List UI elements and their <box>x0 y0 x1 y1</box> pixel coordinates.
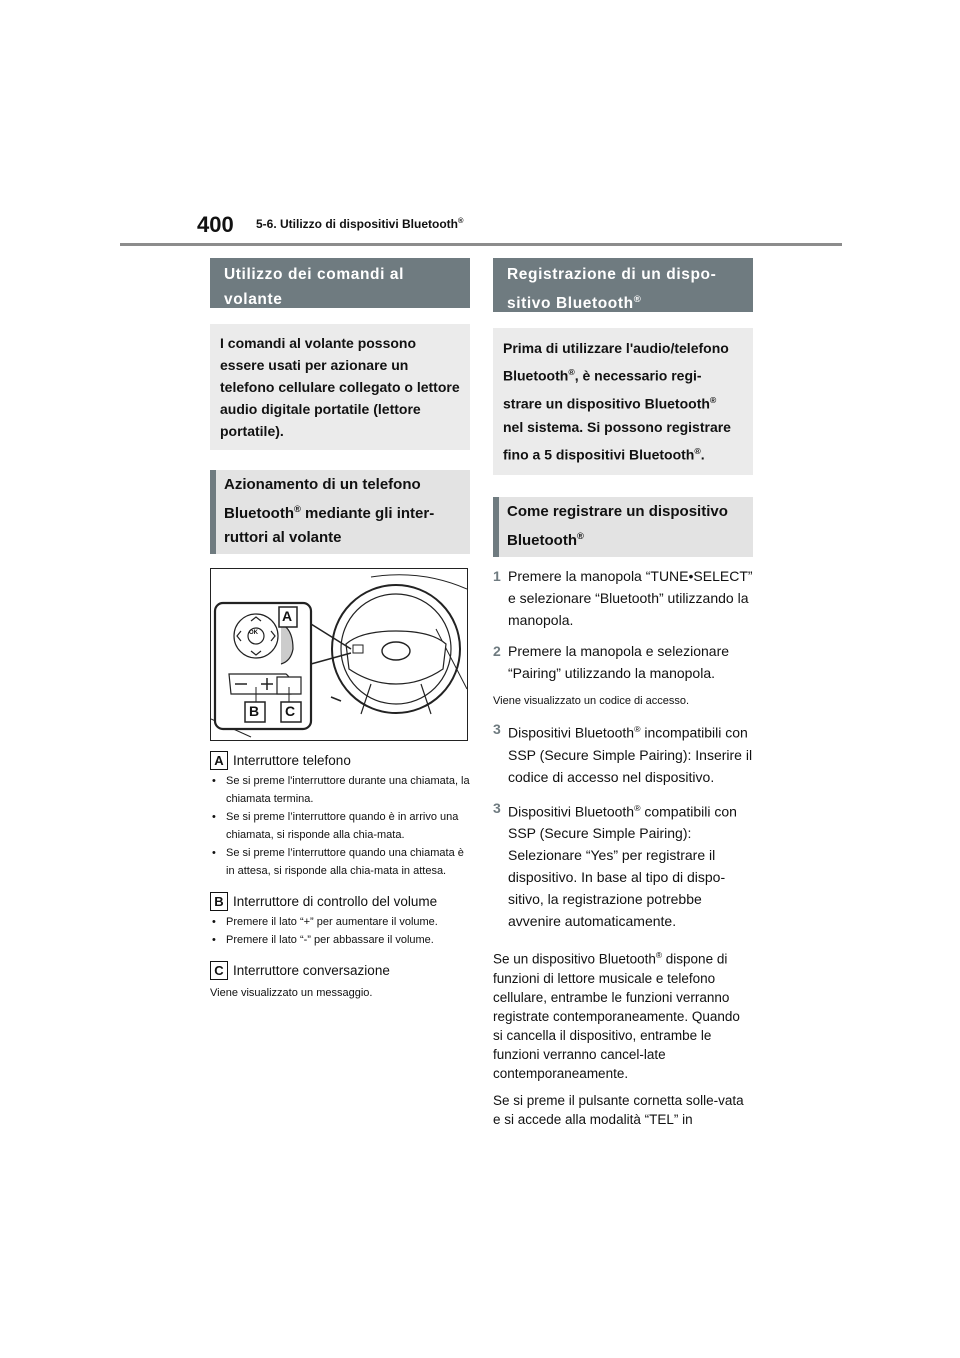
registered-mark: ® <box>634 723 641 734</box>
section-title-text: 5-6. Utilizzo di dispositivi Bluetooth <box>256 217 459 231</box>
step-number: 3 <box>493 799 501 816</box>
callout-b <box>210 892 470 949</box>
paragraph-2: Se si preme il pulsante cornetta solle-vata e si accede alla modalità “TEL” in <box>493 1092 744 1127</box>
sub-heading-line3: ruttori al volante <box>224 529 342 546</box>
steps <box>493 565 753 932</box>
header-rule <box>120 243 842 246</box>
intro-line4: nel sistema. Si possono registrare <box>503 419 731 436</box>
list-item: • Se si preme l’interruttore quando una chiamata è in attesa, si risponde alla chia-mata in attesa. <box>210 844 470 880</box>
registered-mark: ® <box>633 294 642 305</box>
figure-ok-label: OK <box>249 630 258 636</box>
left-sub-heading <box>210 470 470 554</box>
right-heading-line1: Registrazione di un dispo- <box>507 266 717 283</box>
callout-c-row <box>210 961 470 980</box>
callout-b-label: Interruttore di controllo del volume <box>233 894 438 909</box>
step-text-pre: Dispositivi Bluetooth <box>508 803 635 820</box>
step-item <box>493 640 753 684</box>
intro-line1: Prima di utilizzare l'audio/telefono <box>503 340 729 356</box>
registered-mark: ® <box>709 394 717 405</box>
callout-c-label: Interruttore conversazione <box>233 963 390 978</box>
intro-line2 <box>503 360 743 388</box>
step-number: 1 <box>493 567 501 584</box>
paragraph-1 <box>493 946 753 1083</box>
callout-c-note: Viene visualizzato un messaggio. <box>210 987 373 999</box>
step-text: Premere la manopola “TUNE•SELECT” e selezionare “Bluetooth” utilizzando la manopola. <box>508 567 753 628</box>
step-text-post: incompatibili con SSP (Secure Simple Pairing): Inserire il codice di accesso nel dispositivo. <box>508 724 753 785</box>
bt-word: Bluetooth <box>503 367 569 384</box>
callout-a-row <box>210 751 470 770</box>
intro-line5-text: fino a 5 dispositivi Bluetooth <box>503 446 695 463</box>
registered-mark: ® <box>293 504 301 514</box>
step-text-pre: Dispositivi Bluetooth <box>508 724 635 741</box>
registered-mark: ® <box>634 802 641 813</box>
step-text-post: compatibili con SSP (Secure Simple Pairing): Selezionare “Yes” per registrare il dispositivo. In base al tipo di dispo-sitivo, la registrazione potrebbe avvenire automaticamente. <box>508 803 737 930</box>
callout-letter-c: C <box>210 961 228 980</box>
list-item: • Premere il lato “-” per abbassare il volume. <box>210 931 470 949</box>
callout-letter-b: B <box>210 892 228 911</box>
right-heading-line2 <box>507 287 741 316</box>
figure-label-b: B <box>249 703 260 719</box>
step-item <box>493 718 753 788</box>
registered-mark: ® <box>694 446 701 457</box>
step-text <box>508 797 753 933</box>
step-item <box>493 565 753 631</box>
left-column <box>210 258 470 1002</box>
registered-mark: ® <box>655 950 663 961</box>
step-text <box>508 718 753 788</box>
sub-heading-line2-rest: mediante gli inter- <box>300 505 435 522</box>
step-number: 3 <box>493 720 501 737</box>
step-text: Premere la manopola e selezionare “Pairing” utilizzando la manopola. <box>508 642 730 681</box>
right-column <box>493 258 753 1129</box>
callout-a-bullets <box>210 772 470 880</box>
registered-mark: ® <box>568 367 575 377</box>
figure-label-a: A <box>282 608 293 624</box>
bt-word: sitivo Bluetooth <box>507 295 634 313</box>
list-item: • Se si preme l'interruttore durante una chiamata, la chiamata termina. <box>210 772 470 808</box>
para-pre: Se un dispositivo Bluetooth <box>493 951 656 967</box>
registered-mark: ® <box>458 216 464 225</box>
sub-heading-line2 <box>224 497 462 526</box>
steering-wheel-figure <box>210 568 468 741</box>
intro-line2-rest: , è necessario regi- <box>574 367 702 384</box>
callout-b-bullets <box>210 913 470 949</box>
step-note: Viene visualizzato un codice di accesso. <box>493 694 690 707</box>
step-item <box>493 797 753 933</box>
intro-line5 <box>503 439 743 467</box>
right-main-heading <box>493 258 753 312</box>
callout-a <box>210 751 470 880</box>
list-item: • Premere il lato “+” per aumentare il volume. <box>210 913 470 931</box>
callout-a-label: Interruttore telefono <box>233 753 351 768</box>
intro-line3 <box>503 388 743 416</box>
bt-word: Bluetooth <box>507 531 577 549</box>
step-number: 2 <box>493 642 501 659</box>
list-item: • Se si preme l’interruttore quando è in arrivo una chiamata, si risponde alla chia-mata. <box>210 808 470 844</box>
para-post: dispone di funzioni di lettore musicale e telefono cellulare, entrambe le funzioni verranno registrate contemporaneamente. Quando si cancella il dispositivo, entrambe le funzioni verranno cancel-late contemporaneamente. <box>493 951 740 1081</box>
bt-word: Bluetooth <box>224 505 294 522</box>
right-sub-line1: Come registrare un dispositivo <box>507 502 728 520</box>
page-number: 400 <box>197 212 234 237</box>
callout-b-row <box>210 892 470 911</box>
registered-mark: ® <box>576 530 584 541</box>
right-intro-box <box>493 328 753 475</box>
right-sub-line2 <box>507 524 745 553</box>
section-title <box>256 216 464 231</box>
left-intro-box: I comandi al volante possono essere usati per azionare un telefono cellulare collegato o lettore audio digitale portatile (lettore portatile). <box>210 324 470 450</box>
intro-line5-end: . <box>700 446 705 463</box>
intro-line3-text: strare un dispositivo Bluetooth <box>503 395 710 412</box>
sub-heading-line1: Azionamento di un telefono <box>224 476 421 493</box>
left-main-heading: Utilizzo dei comandi al volante <box>210 258 470 308</box>
callout-c <box>210 961 470 1002</box>
figure-label-c: C <box>285 703 296 719</box>
callout-letter-a: A <box>210 751 228 770</box>
right-sub-heading <box>493 497 753 557</box>
